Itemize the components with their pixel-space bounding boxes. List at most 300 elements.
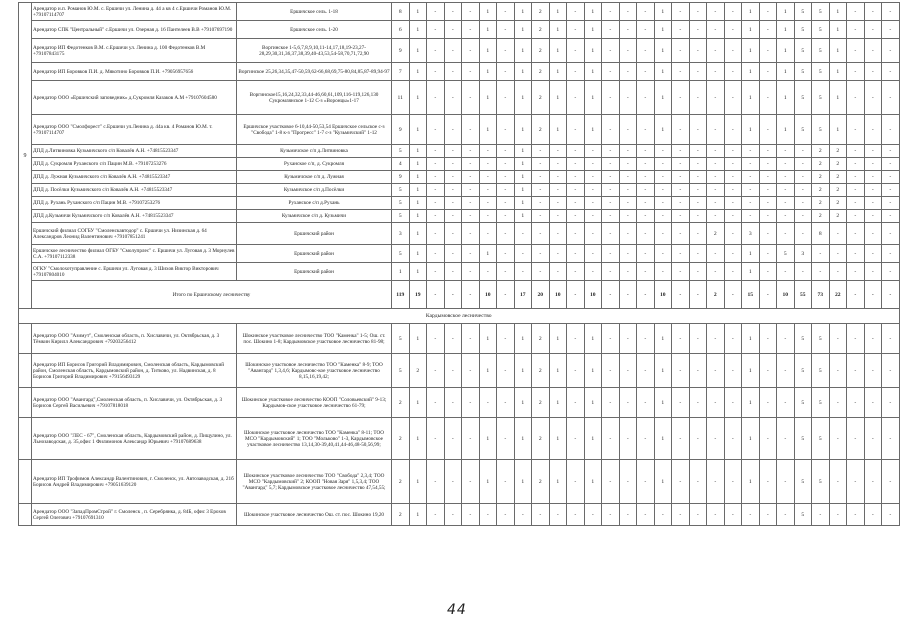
value-cell: - xyxy=(427,223,445,245)
value-cell: - xyxy=(882,197,900,210)
value-cell: 1 xyxy=(777,21,795,39)
tenant-cell: Арендатор ИП Борисов Григорий Владимирович, Смоленская область, Кардымовский район, Смоленская область, Кардымовский район, д. Титково, ул. Надвинская, д. 8 Борисов Григорий Владимирович +79156493129 xyxy=(32,354,237,388)
value-cell: - xyxy=(759,21,777,39)
value-cell: - xyxy=(637,504,655,526)
value-cell: - xyxy=(724,81,742,115)
value-cell: - xyxy=(619,324,637,354)
value-cell: - xyxy=(777,210,795,223)
value-cell: - xyxy=(462,263,480,281)
value-cell: - xyxy=(724,158,742,171)
value-cell: - xyxy=(462,460,480,504)
value-cell: - xyxy=(584,145,602,158)
area-cell: Ершичский район xyxy=(237,223,392,245)
value-cell: - xyxy=(444,145,462,158)
value-cell: 2 xyxy=(532,81,550,115)
value-cell: 1 xyxy=(409,184,427,197)
value-cell: 2 xyxy=(532,418,550,460)
value-cell: - xyxy=(672,39,690,63)
area-cell: Шокинское участковое лесничество ТОО "Каменка" 8-11; ТОО МСО "Кардымовский" 1; ТОО "Мольково" 1-3, Кардымовское участковое лесничество 13,14,30-39,40,41,44-46,48-50,56,99; xyxy=(237,418,392,460)
value-cell: - xyxy=(759,245,777,263)
value-cell: 5 xyxy=(777,245,795,263)
value-cell: - xyxy=(689,3,707,21)
area-cell: Кузьмичское с/п д. Кузьмичи xyxy=(237,210,392,223)
value-cell: - xyxy=(724,197,742,210)
value-cell: 5 xyxy=(794,324,812,354)
value-cell: - xyxy=(707,245,725,263)
value-cell: - xyxy=(497,245,515,263)
value-cell: 1 xyxy=(409,158,427,171)
table-row xyxy=(19,145,900,158)
value-cell: 1 xyxy=(584,388,602,418)
value-cell: - xyxy=(829,245,847,263)
table-row xyxy=(19,263,900,281)
value-cell: 1 xyxy=(654,324,672,354)
total-value-cell: - xyxy=(637,281,655,309)
value-cell: 1 xyxy=(409,263,427,281)
value-cell: 1 xyxy=(654,21,672,39)
value-cell: - xyxy=(532,223,550,245)
total-row xyxy=(19,281,900,309)
total-value-cell: - xyxy=(497,281,515,309)
value-cell: - xyxy=(882,63,900,81)
value-cell: 2 xyxy=(812,145,830,158)
value-cell: 1 xyxy=(514,145,532,158)
value-cell: - xyxy=(567,184,585,197)
value-cell: - xyxy=(619,504,637,526)
value-cell: - xyxy=(427,81,445,115)
value-cell: - xyxy=(672,81,690,115)
value-cell: - xyxy=(462,115,480,145)
value-cell: - xyxy=(847,245,865,263)
value-cell: - xyxy=(707,63,725,81)
value-cell: - xyxy=(864,460,882,504)
value-cell: - xyxy=(532,245,550,263)
total-value-cell: 17 xyxy=(514,281,532,309)
value-cell: 1 xyxy=(777,39,795,63)
value-cell: 1 xyxy=(514,418,532,460)
value-cell: 5 xyxy=(794,115,812,145)
value-cell: - xyxy=(882,263,900,281)
value-cell: - xyxy=(444,3,462,21)
value-cell: - xyxy=(882,388,900,418)
value-cell: - xyxy=(847,388,865,418)
value-cell: - xyxy=(567,504,585,526)
value-cell: 1 xyxy=(584,81,602,115)
value-cell: 1 xyxy=(514,460,532,504)
value-cell: 2 xyxy=(812,210,830,223)
value-cell: - xyxy=(724,245,742,263)
value-cell: - xyxy=(672,197,690,210)
table-row xyxy=(19,63,900,81)
value-cell: - xyxy=(672,354,690,388)
value-cell: 1 xyxy=(654,3,672,21)
value-cell: - xyxy=(619,388,637,418)
value-cell: - xyxy=(497,39,515,63)
value-cell: - xyxy=(549,223,567,245)
area-cell: Кузьмичское с/п д.Посёлки xyxy=(237,184,392,197)
value-cell: 1 xyxy=(742,324,760,354)
value-cell: - xyxy=(637,324,655,354)
value-cell: - xyxy=(689,223,707,245)
value-cell: - xyxy=(689,324,707,354)
value-cell: 5 xyxy=(392,324,410,354)
value-cell: 1 xyxy=(409,171,427,184)
value-cell: - xyxy=(427,197,445,210)
area-cell: Руханское с/п д.Рухань xyxy=(237,197,392,210)
value-cell: - xyxy=(882,418,900,460)
value-cell: - xyxy=(602,460,620,504)
value-cell: - xyxy=(777,460,795,504)
total-value-cell: 119 xyxy=(392,281,410,309)
value-cell: 1 xyxy=(777,81,795,115)
value-cell: 11 xyxy=(392,81,410,115)
value-cell: - xyxy=(707,263,725,281)
value-cell: 1 xyxy=(479,324,497,354)
area-cell: Шокинское участковое лесничество Ош. ст. пос. Шокино 19,20 xyxy=(237,504,392,526)
value-cell: - xyxy=(532,184,550,197)
value-cell: - xyxy=(882,245,900,263)
value-cell: - xyxy=(759,39,777,63)
value-cell: 1 xyxy=(514,354,532,388)
value-cell: - xyxy=(847,460,865,504)
value-cell: - xyxy=(514,504,532,526)
table-row xyxy=(19,324,900,354)
value-cell: - xyxy=(462,63,480,81)
value-cell: - xyxy=(759,388,777,418)
value-cell: 1 xyxy=(584,63,602,81)
value-cell: - xyxy=(707,21,725,39)
value-cell: 5 xyxy=(812,418,830,460)
value-cell: - xyxy=(567,223,585,245)
value-cell: - xyxy=(619,210,637,223)
value-cell: - xyxy=(637,197,655,210)
value-cell: - xyxy=(689,197,707,210)
value-cell: 1 xyxy=(514,3,532,21)
value-cell: - xyxy=(864,184,882,197)
value-cell: 2 xyxy=(829,197,847,210)
total-value-cell: - xyxy=(864,281,882,309)
value-cell: - xyxy=(864,21,882,39)
value-cell: - xyxy=(689,184,707,197)
value-cell: 1 xyxy=(742,263,760,281)
value-cell: - xyxy=(462,388,480,418)
value-cell: - xyxy=(637,115,655,145)
value-cell: 2 xyxy=(392,460,410,504)
value-cell: - xyxy=(864,115,882,145)
value-cell: - xyxy=(602,388,620,418)
value-cell: - xyxy=(549,184,567,197)
value-cell: - xyxy=(567,81,585,115)
value-cell: 1 xyxy=(829,21,847,39)
value-cell: - xyxy=(672,210,690,223)
value-cell: - xyxy=(864,171,882,184)
value-cell: - xyxy=(532,197,550,210)
tenant-cell: Арендатор ИП Федотенков В.М. с.Ершичи ул. Ленина д. 100 Федотенков В.М +79107843175 xyxy=(32,39,237,63)
value-cell: 5 xyxy=(812,39,830,63)
value-cell: - xyxy=(444,184,462,197)
value-cell: - xyxy=(759,354,777,388)
table-row xyxy=(19,184,900,197)
value-cell: 3 xyxy=(742,223,760,245)
value-cell: - xyxy=(794,263,812,281)
value-cell: 5 xyxy=(392,184,410,197)
value-cell: - xyxy=(812,263,830,281)
value-cell: - xyxy=(427,245,445,263)
value-cell: - xyxy=(847,504,865,526)
value-cell: - xyxy=(759,145,777,158)
value-cell: - xyxy=(724,145,742,158)
value-cell: - xyxy=(847,263,865,281)
value-cell: - xyxy=(777,184,795,197)
value-cell: - xyxy=(619,197,637,210)
value-cell: - xyxy=(847,3,865,21)
value-cell: 1 xyxy=(409,324,427,354)
value-cell: - xyxy=(567,324,585,354)
value-cell: - xyxy=(724,171,742,184)
value-cell: - xyxy=(637,184,655,197)
value-cell: - xyxy=(777,418,795,460)
value-cell: - xyxy=(689,115,707,145)
value-cell: - xyxy=(444,210,462,223)
index-cell xyxy=(19,388,32,418)
value-cell: - xyxy=(444,171,462,184)
value-cell: - xyxy=(672,418,690,460)
value-cell: - xyxy=(689,171,707,184)
value-cell: - xyxy=(882,158,900,171)
value-cell: - xyxy=(497,324,515,354)
area-cell: Воргинское 1-5,6,7,8,9,10,11-14,17,18,19-23,27-28,29,30,31,36,37,38,39,40-43,53,54-58,70,71,72,90 xyxy=(237,39,392,63)
value-cell: - xyxy=(864,245,882,263)
value-cell: - xyxy=(689,210,707,223)
value-cell: - xyxy=(637,171,655,184)
value-cell: - xyxy=(759,197,777,210)
value-cell: 2 xyxy=(532,324,550,354)
value-cell: - xyxy=(672,171,690,184)
value-cell: 1 xyxy=(514,210,532,223)
value-cell: - xyxy=(759,460,777,504)
value-cell: 5 xyxy=(794,3,812,21)
value-cell: - xyxy=(882,115,900,145)
value-cell: 1 xyxy=(479,81,497,115)
value-cell: - xyxy=(864,145,882,158)
value-cell: - xyxy=(654,145,672,158)
total-value-cell: - xyxy=(444,281,462,309)
value-cell: - xyxy=(794,158,812,171)
value-cell: - xyxy=(707,197,725,210)
value-cell: - xyxy=(444,115,462,145)
tenant-cell: Арендатор ИП Боровков П.И. д. Мякотино Боровков П.И. +79056957656 xyxy=(32,63,237,81)
value-cell: - xyxy=(602,418,620,460)
value-cell: - xyxy=(619,263,637,281)
tenant-cell: ДПД д. Лужная Кузьмичского с/п Ковалёв А.Н. +74815523347 xyxy=(32,171,237,184)
value-cell: 8 xyxy=(392,3,410,21)
value-cell: - xyxy=(759,81,777,115)
value-cell: - xyxy=(549,197,567,210)
tenant-cell: Арендатор ООО «Ершичский заповедник» д.Сукромля Казаков А.М +79107604580 xyxy=(32,81,237,115)
total-value-cell: 55 xyxy=(794,281,812,309)
value-cell: 1 xyxy=(777,115,795,145)
area-cell: Шокинское участковое лесничество ТОО "Свобода" 2,3,4; ТОО МСО "Кардымовский" 2; КООП "Новая Заря" 1,5,3,4; ТОО "Авангард" 5,7; Кардымовское участковое лесничество 47,54,55; xyxy=(237,460,392,504)
value-cell: 1 xyxy=(409,115,427,145)
value-cell: - xyxy=(637,245,655,263)
value-cell: - xyxy=(497,223,515,245)
value-cell: - xyxy=(444,324,462,354)
value-cell: 2 xyxy=(829,210,847,223)
value-cell: 1 xyxy=(409,145,427,158)
value-cell: - xyxy=(864,418,882,460)
value-cell: - xyxy=(689,145,707,158)
value-cell: - xyxy=(864,39,882,63)
tenant-cell: Арендатор СПК "Центральный" с.Ершичи ул. Озерная д. 16 Пантелеев В.В +79107697190 xyxy=(32,21,237,39)
total-value-cell: - xyxy=(427,281,445,309)
fire-equipment-table-sheet xyxy=(18,2,896,526)
area-cell: Шокинское участковое лесничество ТОО "Каменка" 8-9; ТОО "Авангард" 1,3,4,6; Кардымовс-кое участковое лесничество 8,15,16,19,42; xyxy=(237,354,392,388)
value-cell: 9 xyxy=(392,171,410,184)
value-cell: 1 xyxy=(409,3,427,21)
value-cell: 1 xyxy=(549,418,567,460)
value-cell: - xyxy=(602,223,620,245)
value-cell: 1 xyxy=(514,81,532,115)
value-cell: - xyxy=(637,263,655,281)
value-cell: 5 xyxy=(812,460,830,504)
value-cell: 3 xyxy=(392,223,410,245)
value-cell: - xyxy=(689,263,707,281)
value-cell: 5 xyxy=(392,210,410,223)
value-cell: - xyxy=(497,354,515,388)
value-cell: - xyxy=(567,263,585,281)
value-cell: - xyxy=(847,418,865,460)
value-cell: - xyxy=(462,158,480,171)
value-cell: - xyxy=(427,263,445,281)
value-cell: - xyxy=(794,171,812,184)
table-row xyxy=(19,388,900,418)
value-cell: - xyxy=(654,197,672,210)
value-cell: 5 xyxy=(794,460,812,504)
value-cell: - xyxy=(602,81,620,115)
value-cell: - xyxy=(602,171,620,184)
value-cell: - xyxy=(602,145,620,158)
value-cell: - xyxy=(847,197,865,210)
value-cell: - xyxy=(847,115,865,145)
value-cell: 2 xyxy=(392,388,410,418)
table-row xyxy=(19,354,900,388)
value-cell: 1 xyxy=(654,354,672,388)
value-cell: - xyxy=(689,245,707,263)
value-cell: - xyxy=(707,115,725,145)
tenant-cell: ДПД д.Кузьмичи Кузьмичского с/п Ковалёв А.Н. +74815523347 xyxy=(32,210,237,223)
total-value-cell: - xyxy=(619,281,637,309)
value-cell: 1 xyxy=(777,3,795,21)
value-cell: - xyxy=(794,184,812,197)
value-cell: 1 xyxy=(514,39,532,63)
value-cell: 1 xyxy=(584,324,602,354)
value-cell: - xyxy=(847,210,865,223)
value-cell: - xyxy=(689,388,707,418)
value-cell: 1 xyxy=(514,63,532,81)
value-cell: 1 xyxy=(549,354,567,388)
value-cell: - xyxy=(444,388,462,418)
value-cell: 1 xyxy=(549,388,567,418)
value-cell: - xyxy=(619,63,637,81)
table-row xyxy=(19,3,900,21)
table-row xyxy=(19,245,900,263)
value-cell: - xyxy=(742,197,760,210)
value-cell: - xyxy=(602,324,620,354)
value-cell: - xyxy=(497,504,515,526)
value-cell: - xyxy=(602,245,620,263)
value-cell: 5 xyxy=(392,197,410,210)
total-value-cell: 73 xyxy=(812,281,830,309)
value-cell: - xyxy=(427,418,445,460)
value-cell: - xyxy=(584,210,602,223)
table-row xyxy=(19,460,900,504)
value-cell: - xyxy=(497,388,515,418)
value-cell: 2 xyxy=(532,3,550,21)
value-cell: - xyxy=(497,184,515,197)
value-cell: 1 xyxy=(392,263,410,281)
value-cell: - xyxy=(427,39,445,63)
value-cell: - xyxy=(549,504,567,526)
value-cell: 1 xyxy=(584,354,602,388)
value-cell: - xyxy=(427,115,445,145)
index-cell xyxy=(19,324,32,354)
value-cell: - xyxy=(514,223,532,245)
area-cell: Ершичский район xyxy=(237,263,392,281)
value-cell: 1 xyxy=(654,460,672,504)
value-cell: - xyxy=(759,158,777,171)
value-cell: - xyxy=(479,171,497,184)
value-cell: - xyxy=(689,354,707,388)
value-cell: - xyxy=(532,158,550,171)
value-cell: 5 xyxy=(812,388,830,418)
value-cell: 1 xyxy=(479,115,497,145)
value-cell: - xyxy=(567,210,585,223)
value-cell: - xyxy=(654,184,672,197)
value-cell: 1 xyxy=(584,460,602,504)
value-cell: - xyxy=(847,21,865,39)
value-cell: - xyxy=(672,504,690,526)
value-cell: - xyxy=(619,81,637,115)
value-cell: - xyxy=(724,39,742,63)
value-cell: - xyxy=(777,223,795,245)
value-cell: - xyxy=(479,388,497,418)
value-cell: 1 xyxy=(742,63,760,81)
value-cell: - xyxy=(497,210,515,223)
tenant-cell: ДПД д. Рухань Руханского с/п Пацин М.В. +79107253276 xyxy=(32,197,237,210)
value-cell: - xyxy=(707,210,725,223)
value-cell: - xyxy=(724,504,742,526)
area-cell: Воргинское15,16,24,32,33,44-46,60,61,109,116-119,126,130 Сукромлянское 1-12 С-з «Воронцы»1-17 xyxy=(237,81,392,115)
value-cell: - xyxy=(637,418,655,460)
value-cell: 2 xyxy=(532,39,550,63)
value-cell: - xyxy=(864,354,882,388)
value-cell: - xyxy=(427,504,445,526)
value-cell: - xyxy=(689,81,707,115)
value-cell: 5 xyxy=(794,63,812,81)
value-cell: 1 xyxy=(777,63,795,81)
value-cell: 1 xyxy=(549,63,567,81)
value-cell: - xyxy=(742,171,760,184)
value-cell: - xyxy=(847,354,865,388)
value-cell: - xyxy=(462,245,480,263)
value-cell: 5 xyxy=(794,388,812,418)
value-cell: - xyxy=(427,63,445,81)
value-cell: - xyxy=(882,184,900,197)
value-cell: - xyxy=(427,171,445,184)
value-cell: - xyxy=(882,354,900,388)
tenant-cell: Арендатор ООО "Смолфорест" с.Ершичи ул.Ленина д. 44а кв. 4 Романов Ю.М. т. +79107114707 xyxy=(32,115,237,145)
value-cell: - xyxy=(672,3,690,21)
